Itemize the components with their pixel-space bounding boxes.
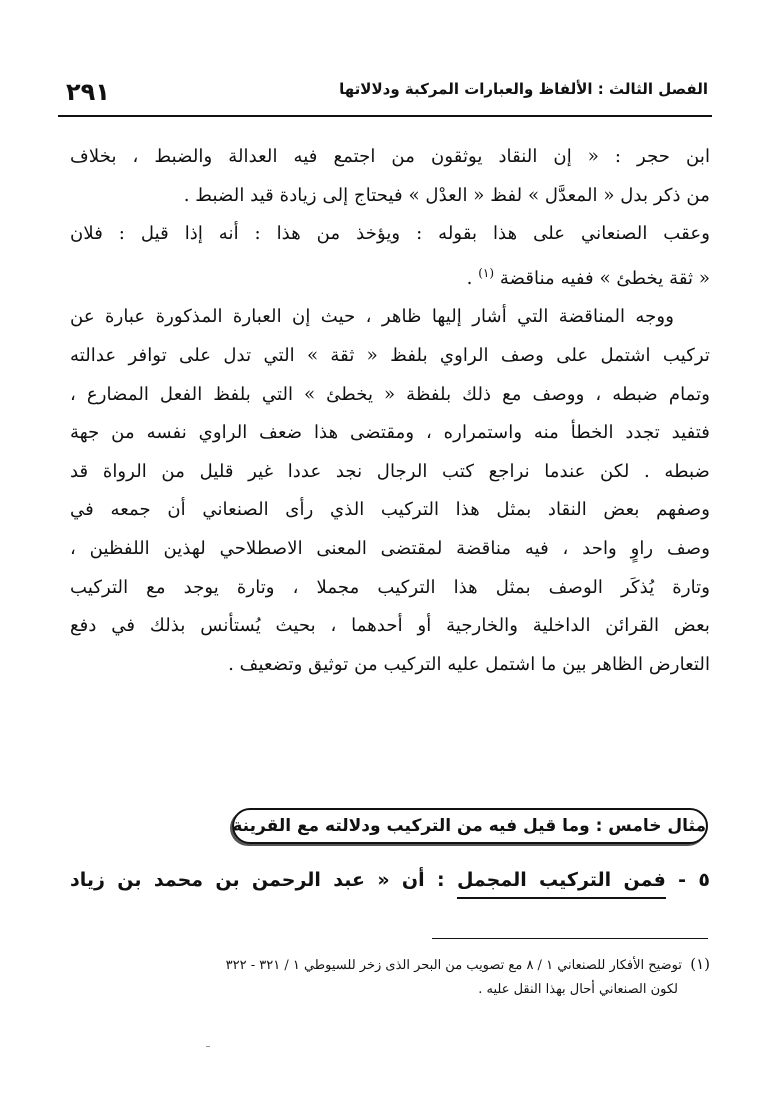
section-heading: مثال خامس : وما قيل فيه من التركيب ودلالته مع القرينة: [232, 816, 706, 836]
point-text: : أن « عبد الرحمن بن محمد بن زياد: [70, 869, 445, 891]
footnote-line: لكون الصنعاني أحال بهذا النقل عليه .: [478, 982, 678, 997]
page-speck: [206, 1046, 210, 1047]
footnote-line: [66, 952, 710, 978]
text-line: من ذكر بدل « المعدَّل » لفظ « العدْل » فيحتاج إلى زيادة قيد الضبط .: [183, 184, 710, 206]
text-line: [70, 254, 710, 299]
section-heading-box: [232, 808, 708, 844]
text-line: وتمام ضبطه ، ووصف مع ذلك بلفظة « يخطئ » التي بلفظ الفعل المضارع ،: [70, 383, 710, 405]
main-text: [70, 138, 710, 684]
text-segment: .: [466, 267, 473, 289]
footnote-divider: [432, 938, 708, 939]
point-label: فمن التركيب المجمل: [457, 869, 666, 899]
text-segment: « ثقة يخطئ » ففيه مناقضة: [499, 267, 710, 289]
text-line: فتفيد تجدد الخطأ منه واستمراره ، ومقتضى هذا ضعف الراوي نفسه من جهة: [70, 422, 710, 444]
footnote-reference: (١): [478, 265, 495, 280]
text-line: وتارة يُذكَر الوصف بمثل هذا التركيب مجملا ، وتارة يوجد مع التركيب: [70, 576, 710, 598]
header-divider: [58, 115, 712, 117]
paragraph-2: [70, 215, 710, 298]
text-line: بعض القرائن الداخلية والخارجية أو أحدهما ، بحيث يُستأنس بذلك في دفع: [70, 615, 710, 637]
paragraph-1: [70, 138, 710, 215]
footnotes: [66, 952, 710, 1002]
numbered-point: [70, 862, 710, 898]
footnote-number: (١): [690, 955, 710, 973]
text-line: ابن حجر : « إن النقاد يوثقون من اجتمع فيه العدالة والضبط ، بخلاف: [70, 146, 710, 167]
point-number: ٥ -: [678, 869, 710, 891]
text-line: وصفهم بعض النقاد بمثل هذا التركيب الذي رأى الصنعاني أن جمعه في: [70, 499, 710, 521]
text-line: وصف راوٍ واحد ، فيه مناقضة لمقتضى المعنى الاصطلاحي لهذين اللفظين ،: [70, 538, 710, 559]
text-line: التعارض الظاهر بين ما اشتمل عليه التركيب من توثيق وتضعيف .: [228, 653, 710, 675]
chapter-title: الفصل الثالث : الألفاظ والعبارات المركبة ودلالاتها: [339, 80, 708, 98]
text-line: ووجه المناقضة التي أشار إليها ظاهر ، حيث إن العبارة المذكورة عبارة عن: [70, 306, 674, 328]
text-line: وعقب الصنعاني على هذا بقوله : ويؤخذ من هذا : أنه إذا قيل : فلان: [70, 223, 710, 245]
page-number: ٢٩١: [66, 78, 110, 106]
running-header: [58, 78, 708, 112]
footnote-text: توضيح الأفكار للصنعاني ١ / ٨ مع تصويب من البحر الذى زخر للسيوطي ١ / ٣٢١ - ٣٢٢: [225, 958, 682, 973]
paragraph-3: [70, 298, 710, 684]
text-line: ضبطه . لكن عندما نراجع كتب الرجال نجد عددا غير قليل من الرواة قد: [70, 460, 710, 482]
text-line: تركيب اشتمل على وصف الراوي بلفظ « ثقة » التي تدل على توافر عدالته: [70, 345, 710, 367]
